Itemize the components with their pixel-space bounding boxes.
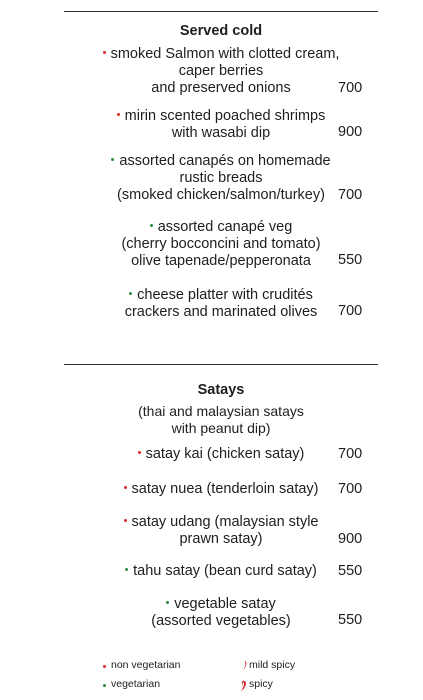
section-divider	[64, 364, 378, 365]
legend-vegetarian: vegetarian	[111, 678, 161, 690]
legend-spicy: spicy	[249, 678, 273, 690]
section-heading-served-cold: Served cold	[179, 23, 263, 39]
menu-item-vegetable-satay: vegetable satay (assorted vegetables)	[151, 596, 291, 629]
menu-item-poached-shrimps: mirin scented poached shrimps with wasabi dip	[0, 108, 423, 142]
menu-item-price: 700	[338, 481, 363, 497]
menu-item-satay-kai: satay kai (chicken satay)	[0, 446, 423, 463]
menu-item-price: 550	[338, 563, 363, 579]
spicy-chili-icon	[239, 679, 249, 692]
section-heading-satays: Satays	[197, 382, 245, 398]
legend-non-vegetarian: non vegetarian	[111, 659, 181, 671]
section-subtitle: (thai and malaysian satays with peanut dip)	[138, 403, 304, 436]
menu-item-price: 700	[338, 187, 363, 203]
menu-item-price: 700	[338, 303, 363, 319]
vegetarian-dot-icon	[129, 292, 132, 295]
vegetarian-dot-icon	[103, 684, 106, 687]
section-divider	[64, 11, 378, 12]
menu-item-smoked-salmon: smoked Salmon with clotted cream, caper berries and preserved onions	[0, 46, 423, 97]
menu-item-price: 900	[338, 531, 363, 547]
vegetarian-dot-icon	[150, 224, 153, 227]
legend-mild-spicy: mild spicy	[249, 659, 296, 671]
menu-item-price: 550	[338, 612, 363, 628]
mild-chili-icon	[242, 660, 248, 672]
menu-item-satay-nuea: satay nuea (tenderloin satay)	[0, 481, 423, 498]
menu-item-price: 700	[338, 80, 363, 96]
non-vegetarian-dot-icon	[124, 486, 127, 489]
menu-item-price: 900	[338, 124, 363, 140]
menu-item-tahu-satay: tahu satay (bean curd satay)	[0, 563, 423, 580]
non-vegetarian-dot-icon	[103, 665, 106, 668]
menu-item-canape-veg: assorted canapé veg (cherry bocconcini and tomato) olive tapenade/pepperonata	[121, 219, 321, 269]
vegetarian-dot-icon	[111, 158, 114, 161]
vegetarian-dot-icon	[125, 568, 128, 571]
menu-item-satay-udang: satay udang (malaysian style prawn satay)	[0, 514, 423, 548]
non-vegetarian-dot-icon	[117, 113, 120, 116]
non-vegetarian-dot-icon	[138, 451, 141, 454]
non-vegetarian-dot-icon	[103, 51, 106, 54]
non-vegetarian-dot-icon	[124, 519, 127, 522]
menu-item-assorted-canapes: assorted canapés on homemade rustic breads (smoked chicken/salmon/turkey)	[0, 153, 423, 204]
menu-item-price: 700	[338, 446, 363, 462]
vegetarian-dot-icon	[166, 601, 169, 604]
menu-item-cheese-platter: cheese platter with crudités crackers and marinated olives	[124, 287, 318, 320]
menu-item-price: 550	[338, 252, 363, 268]
